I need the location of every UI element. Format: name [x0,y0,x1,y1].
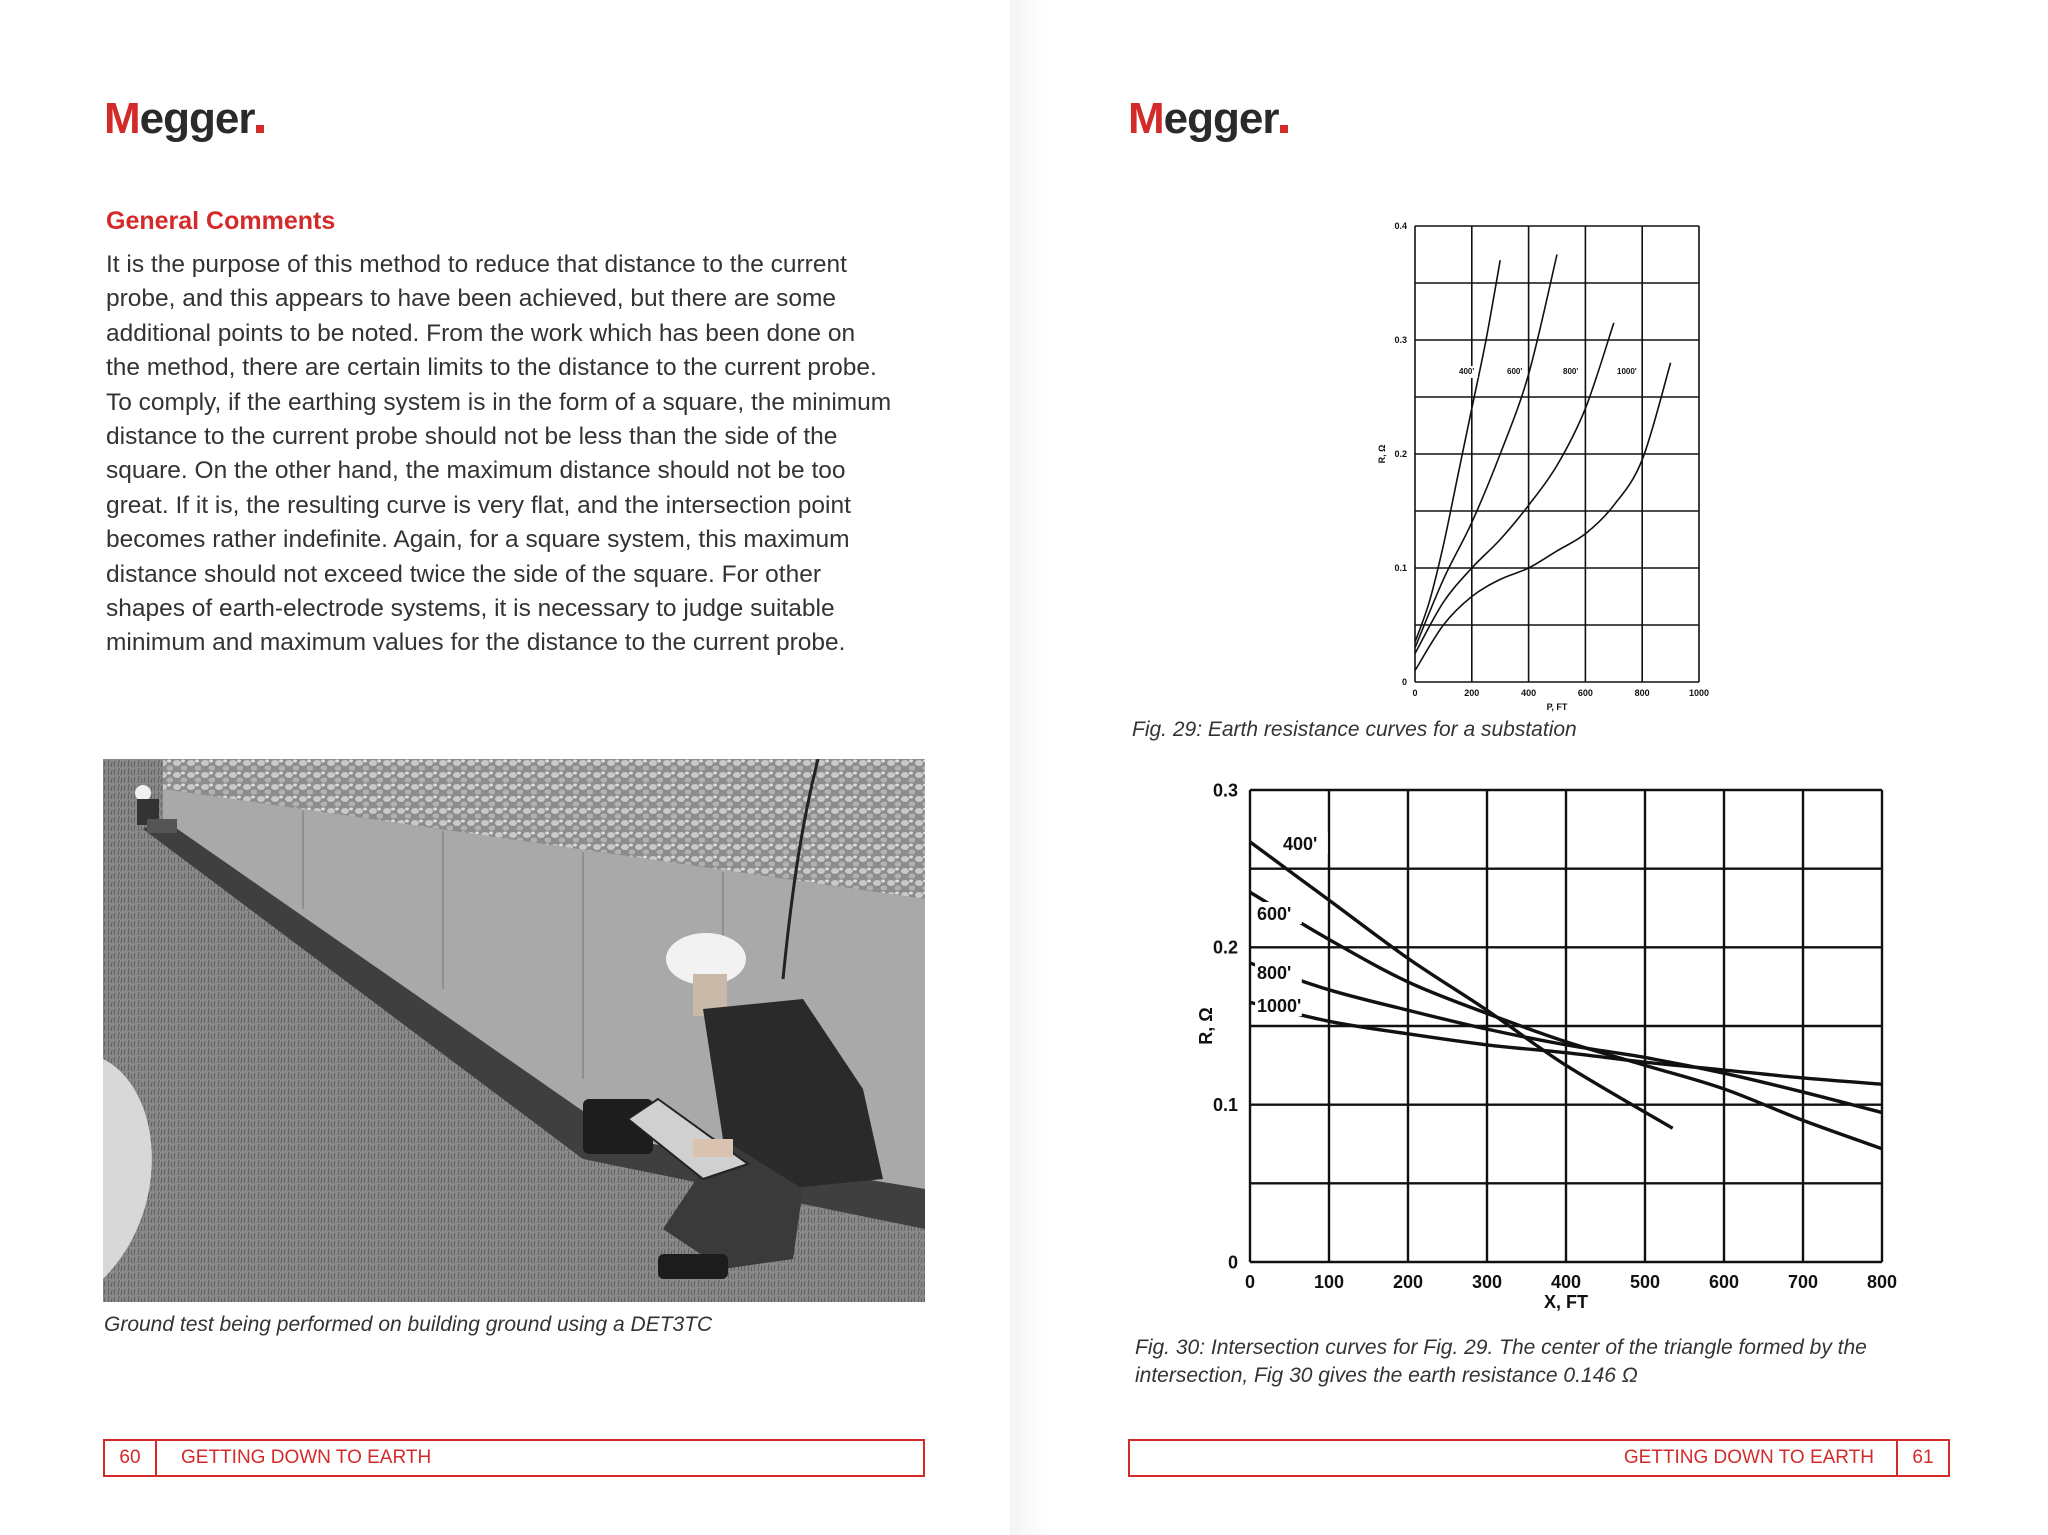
footer-right [1128,1439,1950,1477]
logo-m: M [1128,94,1164,143]
y-axis-label: R, Ω [1377,444,1387,464]
x-axis-label: X, FT [1544,1292,1588,1312]
y-tick-label: 0.3 [1394,335,1407,346]
left-page [0,0,1010,1535]
x-tick-label: 800 [1866,1272,1898,1292]
x-tick-label: 300 [1471,1272,1503,1292]
x-tick-label: 0 [1412,688,1418,698]
page-number: 60 [119,1447,141,1468]
series-label: 600' [1507,367,1523,376]
y-tick-label: 0.3 [1212,780,1238,801]
series-line-600 [1415,255,1557,648]
series-label: 1000' [1617,367,1637,376]
logo-rest: egger [1163,94,1279,143]
fig29-chart [1355,210,1725,720]
y-tick-label: 0.1 [1212,1094,1238,1115]
series-label: 600' [1257,904,1292,924]
y-tick-label: 0.2 [1212,937,1238,958]
x-tick-label: 800 [1634,688,1650,698]
footer-divider [155,1441,157,1475]
page-number: 61 [1912,1447,1934,1468]
body-line: square. On the other hand, the maximum distance should not be too [106,457,846,485]
body-line: It is the purpose of this method to reduce that distance to the current [106,251,847,278]
body-line: distance to the current probe should not be less than the side of the [106,423,838,451]
series-label: 1000' [1257,996,1302,1016]
body-line: great. If it is, the resulting curve is very flat, and the intersection point [106,491,851,519]
section-heading: General Comments [106,207,336,235]
y-tick-label: 0.2 [1394,449,1407,460]
logo-dot [256,125,264,133]
body-line: minimum and maximum values for the distance to the current probe. [106,629,846,657]
x-tick-label: 1000 [1688,688,1710,698]
series-label: 800' [1257,963,1292,983]
fig30-chart [1165,770,1900,1320]
x-tick-label: 600 [1708,1272,1740,1292]
x-tick-label: 700 [1787,1272,1819,1292]
x-tick-label: 500 [1629,1272,1661,1292]
footer-title: GETTING DOWN TO EARTH [1623,1447,1874,1468]
body-line: becomes rather indefinite. Again, for a square system, this maximum [106,526,850,554]
x-axis-label: P, FT [1546,702,1568,712]
footer-title: GETTING DOWN TO EARTH [181,1447,432,1468]
y-axis-label: R, Ω [1196,1007,1216,1045]
x-tick-label: 400 [1521,688,1537,698]
body-line: shapes of earth-electrode systems, it is necessary to judge suitable [106,595,835,623]
megger-logo [1128,94,1288,144]
photo-caption: Ground test being performed on building ground using a DET3TC [104,1313,713,1336]
fig29-caption: Fig. 29: Earth resistance curves for a substation [1132,718,1577,741]
body-line: additional points to be noted. From the work which has been done on [106,319,856,347]
fig30-caption-line2: intersection, Fig 30 gives the earth resistance 0.146 Ω [1135,1364,1638,1387]
x-tick-label: 200 [1392,1272,1424,1292]
series-label: 400' [1283,834,1318,854]
x-tick-label: 400 [1550,1272,1582,1292]
fig30-caption-line1: Fig. 30: Intersection curves for Fig. 29. The center of the triangle formed by the [1135,1336,1867,1359]
y-tick-label: 0.1 [1394,563,1407,574]
body-line: the method, there are certain limits to the distance to the current probe. [106,354,877,382]
photo-illustration [103,759,925,1302]
footer-left [103,1439,925,1477]
body-line: probe, and this appears to have been achieved, but there are some [106,285,837,313]
ground-test-photo [103,759,925,1302]
body-paragraph [106,248,946,661]
right-page [1010,0,2048,1535]
body-line: To comply, if the earthing system is in the form of a square, the minimum [106,388,892,416]
body-line: distance should not exceed twice the side of the square. For other [106,560,822,588]
x-tick-label: 0 [1244,1272,1256,1292]
x-tick-label: 200 [1464,688,1480,698]
logo-rest: egger [139,94,255,143]
series-label: 400' [1459,367,1475,376]
x-tick-label: 100 [1313,1272,1345,1292]
megger-logo [104,94,264,144]
series-label: 800' [1563,367,1579,376]
y-tick-label: 0 [1227,1252,1238,1273]
x-tick-label: 600 [1577,688,1593,698]
logo-m: M [104,94,140,143]
y-tick-label: 0.4 [1394,221,1407,232]
logo-dot [1280,125,1288,133]
y-tick-label: 0 [1401,677,1407,688]
